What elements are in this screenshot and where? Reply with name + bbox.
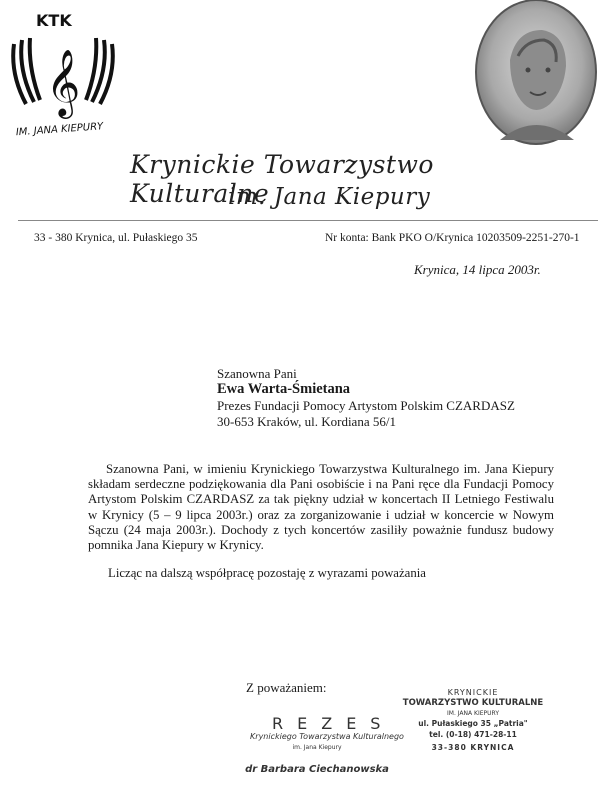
organization-stamp [398, 688, 548, 778]
stamp-right-line1: KRYNICKIE [447, 688, 499, 697]
regards-line: Z poważaniem: [246, 680, 327, 695]
stamp-left-heading: REZES [272, 714, 395, 733]
logo-ktk-text: KTK [36, 11, 72, 30]
treble-clef-icon: 𝄞 [46, 48, 81, 116]
stamp-right-line5: tel. (0-18) 471-28-11 [429, 730, 517, 739]
stamp-right-line6: 33-380 KRYNICA [431, 743, 515, 752]
recipient-name: Ewa Warta-Śmietana [217, 381, 351, 397]
president-stamp [232, 708, 422, 783]
logo-right-stems-icon [86, 38, 113, 104]
org-title-line1: Krynickie Towarzystwo Kulturalne [130, 150, 434, 208]
stamp-right-line2: TOWARZYSTWO KULTURALNE [402, 698, 544, 708]
stamp-left-line1: Krynickiego Towarzystwa Kulturalnego [250, 732, 404, 741]
ktk-logo [8, 4, 118, 144]
stamp-right-line4: ul. Pułaskiego 35 „Patria" [418, 719, 528, 728]
kiepura-portrait-medallion [470, 0, 598, 150]
recipient-title: Prezes Fundacji Pomocy Artystom Polskim CZARDASZ [217, 398, 515, 413]
letter-body-paragraph: Szanowna Pani, w imieniu Krynickiego Towarzystwa Kulturalnego im. Jana Kiepury składam serdeczne podziękowania dla Pani osobiście i na Pani ręce dla Fundacji Pomocy Artystom Polskim CZARDASZ za tak piękny udział w koncertach II Letniego Festiwalu w Krynicy (5 – 9 lipca 2003r.) oraz za zorganizowanie i udział w koncercie w Nowym Sączu (24 maja 2003r.). Dochody z tych koncertów zasiliły poważnie fundusz budowy pomnika Jana Kiepury w Krynicy. [88, 462, 554, 553]
stamp-left-line2: im. Jana Kiepury [292, 744, 342, 751]
recipient-greeting: Szanowna Pani [217, 366, 297, 381]
bank-account: Nr konta: Bank PKO O/Krynica 10203509-2251-270-1 [325, 232, 580, 244]
org-address: 33 - 380 Krynica, ul. Pułaskiego 35 [34, 232, 198, 244]
logo-left-stems-icon [13, 38, 40, 104]
stamp-right-line3: IM. JANA KIEPURY [447, 710, 499, 717]
letter-closing: Licząc na dalszą współpracę pozostaję z wyrazami poważania [108, 566, 426, 580]
recipient-address: 30-653 Kraków, ul. Kordiana 56/1 [217, 414, 396, 429]
letter-date: Krynica, 14 lipca 2003r. [414, 262, 541, 277]
logo-arc-text: IM. JANA KIEPURY [15, 121, 104, 139]
header-divider [18, 220, 598, 221]
stamp-left-name: dr Barbara Ciechanowska [245, 764, 389, 775]
org-title-line2: im. Jana Kiepury [228, 184, 431, 210]
